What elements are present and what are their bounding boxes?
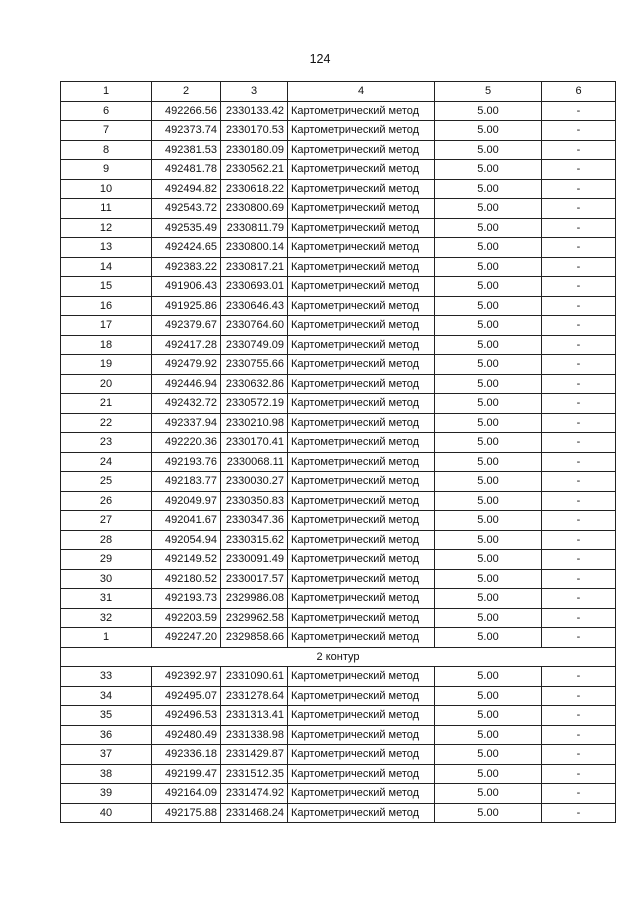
cell-point-number: 1: [61, 628, 152, 648]
cell-accuracy: 5.00: [435, 608, 542, 628]
cell-coord-x: 492266.56: [152, 101, 221, 121]
cell-method: Картометрический метод: [288, 725, 435, 745]
cell-method: Картометрический метод: [288, 628, 435, 648]
cell-method: Картометрический метод: [288, 784, 435, 804]
cell-method: Картометрический метод: [288, 374, 435, 394]
table-row: [61, 316, 616, 336]
cell-point-number: 40: [61, 803, 152, 823]
cell-note: -: [542, 569, 616, 589]
cell-coord-x: 492149.52: [152, 550, 221, 570]
table-row: [61, 140, 616, 160]
cell-coord-y: 2330764.60: [221, 316, 288, 336]
cell-note: -: [542, 433, 616, 453]
cell-coord-x: 492193.73: [152, 589, 221, 609]
cell-method: Картометрический метод: [288, 394, 435, 414]
cell-method: Картометрический метод: [288, 550, 435, 570]
cell-point-number: 28: [61, 530, 152, 550]
cell-point-number: 16: [61, 296, 152, 316]
cell-coord-y: 2330693.01: [221, 277, 288, 297]
table-row: [61, 725, 616, 745]
cell-accuracy: 5.00: [435, 121, 542, 141]
cell-coord-y: 2331313.41: [221, 706, 288, 726]
table-row: [61, 764, 616, 784]
cell-note: -: [542, 335, 616, 355]
cell-point-number: 30: [61, 569, 152, 589]
cell-coord-y: 2330180.09: [221, 140, 288, 160]
cell-note: -: [542, 374, 616, 394]
cell-point-number: 12: [61, 218, 152, 238]
cell-method: Картометрический метод: [288, 121, 435, 141]
cell-coord-x: 492543.72: [152, 199, 221, 219]
cell-coord-x: 492432.72: [152, 394, 221, 414]
table-row: [61, 374, 616, 394]
table-row: [61, 491, 616, 511]
cell-point-number: 34: [61, 686, 152, 706]
cell-coord-y: 2330811.79: [221, 218, 288, 238]
cell-accuracy: 5.00: [435, 179, 542, 199]
cell-note: -: [542, 355, 616, 375]
cell-coord-y: 2331468.24: [221, 803, 288, 823]
cell-accuracy: 5.00: [435, 472, 542, 492]
section-row: [61, 647, 616, 667]
cell-coord-y: 2329858.66: [221, 628, 288, 648]
table-row: [61, 784, 616, 804]
table-row: [61, 530, 616, 550]
table-row: [61, 608, 616, 628]
cell-note: -: [542, 121, 616, 141]
cell-accuracy: 5.00: [435, 257, 542, 277]
cell-accuracy: 5.00: [435, 140, 542, 160]
table-row: [61, 179, 616, 199]
table-row: [61, 413, 616, 433]
table-row: [61, 257, 616, 277]
cell-point-number: 36: [61, 725, 152, 745]
table-row: [61, 101, 616, 121]
cell-accuracy: 5.00: [435, 218, 542, 238]
cell-note: -: [542, 589, 616, 609]
table-row: [61, 511, 616, 531]
header-cell-1: 1: [61, 82, 152, 102]
table-row: [61, 238, 616, 258]
cell-accuracy: 5.00: [435, 511, 542, 531]
cell-method: Картометрический метод: [288, 706, 435, 726]
cell-accuracy: 5.00: [435, 686, 542, 706]
cell-note: -: [542, 784, 616, 804]
cell-method: Картометрический метод: [288, 101, 435, 121]
cell-note: -: [542, 413, 616, 433]
cell-accuracy: 5.00: [435, 355, 542, 375]
table-header-row: [61, 82, 616, 102]
header-cell-6: 6: [542, 82, 616, 102]
cell-method: Картометрический метод: [288, 667, 435, 687]
table-body: [61, 82, 616, 823]
cell-accuracy: 5.00: [435, 199, 542, 219]
table-row: [61, 277, 616, 297]
cell-accuracy: 5.00: [435, 530, 542, 550]
cell-coord-x: 492193.76: [152, 452, 221, 472]
cell-point-number: 33: [61, 667, 152, 687]
cell-method: Картометрический метод: [288, 218, 435, 238]
cell-point-number: 20: [61, 374, 152, 394]
cell-accuracy: 5.00: [435, 589, 542, 609]
cell-coord-x: 492247.20: [152, 628, 221, 648]
cell-accuracy: 5.00: [435, 569, 542, 589]
cell-method: Картометрический метод: [288, 296, 435, 316]
cell-note: -: [542, 511, 616, 531]
cell-note: -: [542, 491, 616, 511]
table-row: [61, 550, 616, 570]
cell-coord-x: 492417.28: [152, 335, 221, 355]
cell-note: -: [542, 316, 616, 336]
table-row: [61, 394, 616, 414]
table-row: [61, 803, 616, 823]
cell-point-number: 38: [61, 764, 152, 784]
cell-method: Картометрический метод: [288, 335, 435, 355]
cell-point-number: 11: [61, 199, 152, 219]
cell-coord-y: 2329962.58: [221, 608, 288, 628]
cell-method: Картометрический метод: [288, 745, 435, 765]
cell-coord-y: 2330755.66: [221, 355, 288, 375]
cell-point-number: 17: [61, 316, 152, 336]
cell-coord-y: 2330632.86: [221, 374, 288, 394]
table-row: [61, 589, 616, 609]
cell-method: Картометрический метод: [288, 491, 435, 511]
cell-point-number: 15: [61, 277, 152, 297]
cell-note: -: [542, 140, 616, 160]
cell-coord-x: 492183.77: [152, 472, 221, 492]
cell-coord-x: 492175.88: [152, 803, 221, 823]
cell-coord-y: 2330170.53: [221, 121, 288, 141]
cell-coord-x: 492049.97: [152, 491, 221, 511]
table-row: [61, 199, 616, 219]
table-row: [61, 569, 616, 589]
cell-point-number: 29: [61, 550, 152, 570]
cell-method: Картометрический метод: [288, 257, 435, 277]
table-row: [61, 355, 616, 375]
cell-point-number: 9: [61, 160, 152, 180]
cell-note: -: [542, 257, 616, 277]
section-label: 2 контур: [61, 647, 616, 667]
cell-coord-y: 2330817.21: [221, 257, 288, 277]
cell-coord-x: 492381.53: [152, 140, 221, 160]
cell-coord-y: 2330347.36: [221, 511, 288, 531]
cell-coord-y: 2331429.87: [221, 745, 288, 765]
table-row: [61, 433, 616, 453]
cell-note: -: [542, 803, 616, 823]
cell-accuracy: 5.00: [435, 628, 542, 648]
cell-coord-x: 492495.07: [152, 686, 221, 706]
cell-method: Картометрический метод: [288, 530, 435, 550]
cell-note: -: [542, 686, 616, 706]
cell-note: -: [542, 550, 616, 570]
cell-coord-y: 2330091.49: [221, 550, 288, 570]
table-row: [61, 628, 616, 648]
cell-method: Картометрический метод: [288, 277, 435, 297]
cell-accuracy: 5.00: [435, 491, 542, 511]
cell-coord-y: 2331512.35: [221, 764, 288, 784]
cell-method: Картометрический метод: [288, 355, 435, 375]
cell-coord-x: 492337.94: [152, 413, 221, 433]
cell-coord-x: 492336.18: [152, 745, 221, 765]
cell-note: -: [542, 199, 616, 219]
table-row: [61, 296, 616, 316]
cell-note: -: [542, 101, 616, 121]
cell-accuracy: 5.00: [435, 745, 542, 765]
cell-coord-y: 2330618.22: [221, 179, 288, 199]
table-row: [61, 452, 616, 472]
cell-note: -: [542, 218, 616, 238]
cell-point-number: 18: [61, 335, 152, 355]
cell-method: Картометрический метод: [288, 160, 435, 180]
cell-point-number: 37: [61, 745, 152, 765]
cell-accuracy: 5.00: [435, 160, 542, 180]
cell-point-number: 10: [61, 179, 152, 199]
cell-accuracy: 5.00: [435, 413, 542, 433]
cell-method: Картометрический метод: [288, 413, 435, 433]
cell-method: Картометрический метод: [288, 686, 435, 706]
cell-coord-x: 492379.67: [152, 316, 221, 336]
cell-method: Картометрический метод: [288, 238, 435, 258]
cell-method: Картометрический метод: [288, 140, 435, 160]
cell-point-number: 39: [61, 784, 152, 804]
cell-coord-y: 2331338.98: [221, 725, 288, 745]
cell-method: Картометрический метод: [288, 569, 435, 589]
cell-accuracy: 5.00: [435, 335, 542, 355]
cell-point-number: 32: [61, 608, 152, 628]
cell-method: Картометрический метод: [288, 179, 435, 199]
cell-coord-y: 2330646.43: [221, 296, 288, 316]
page-number: 124: [309, 52, 331, 66]
cell-note: -: [542, 706, 616, 726]
cell-note: -: [542, 296, 616, 316]
cell-accuracy: 5.00: [435, 296, 542, 316]
cell-accuracy: 5.00: [435, 316, 542, 336]
cell-coord-x: 492496.53: [152, 706, 221, 726]
cell-method: Картометрический метод: [288, 803, 435, 823]
cell-accuracy: 5.00: [435, 277, 542, 297]
cell-point-number: 24: [61, 452, 152, 472]
cell-accuracy: 5.00: [435, 706, 542, 726]
header-cell-3: 3: [221, 82, 288, 102]
cell-coord-y: 2330030.27: [221, 472, 288, 492]
cell-accuracy: 5.00: [435, 433, 542, 453]
cell-coord-y: 2330315.62: [221, 530, 288, 550]
cell-method: Картометрический метод: [288, 316, 435, 336]
cell-coord-y: 2330170.41: [221, 433, 288, 453]
cell-method: Картометрический метод: [288, 472, 435, 492]
cell-coord-y: 2330800.69: [221, 199, 288, 219]
cell-coord-x: 492180.52: [152, 569, 221, 589]
cell-accuracy: 5.00: [435, 101, 542, 121]
cell-method: Картометрический метод: [288, 452, 435, 472]
table-row: [61, 160, 616, 180]
cell-note: -: [542, 764, 616, 784]
cell-coord-x: 492481.78: [152, 160, 221, 180]
cell-note: -: [542, 238, 616, 258]
cell-note: -: [542, 277, 616, 297]
cell-coord-x: 492424.65: [152, 238, 221, 258]
cell-coord-y: 2330749.09: [221, 335, 288, 355]
cell-point-number: 6: [61, 101, 152, 121]
cell-coord-x: 491925.86: [152, 296, 221, 316]
cell-coord-x: 492203.59: [152, 608, 221, 628]
header-cell-5: 5: [435, 82, 542, 102]
cell-note: -: [542, 628, 616, 648]
cell-coord-y: 2331474.92: [221, 784, 288, 804]
cell-coord-x: 492383.22: [152, 257, 221, 277]
cell-accuracy: 5.00: [435, 803, 542, 823]
cell-note: -: [542, 530, 616, 550]
table-row: [61, 686, 616, 706]
cell-coord-x: 492494.82: [152, 179, 221, 199]
cell-coord-x: 492164.09: [152, 784, 221, 804]
cell-accuracy: 5.00: [435, 764, 542, 784]
cell-method: Картометрический метод: [288, 589, 435, 609]
cell-note: -: [542, 452, 616, 472]
cell-note: -: [542, 667, 616, 687]
cell-point-number: 7: [61, 121, 152, 141]
cell-coord-y: 2329986.08: [221, 589, 288, 609]
cell-method: Картометрический метод: [288, 764, 435, 784]
table-row: [61, 667, 616, 687]
cell-note: -: [542, 745, 616, 765]
table-row: [61, 745, 616, 765]
cell-coord-x: 492446.94: [152, 374, 221, 394]
cell-point-number: 26: [61, 491, 152, 511]
table-row: [61, 121, 616, 141]
cell-coord-y: 2330068.11: [221, 452, 288, 472]
cell-coord-y: 2330133.42: [221, 101, 288, 121]
cell-coord-x: 492392.97: [152, 667, 221, 687]
cell-note: -: [542, 160, 616, 180]
cell-accuracy: 5.00: [435, 238, 542, 258]
cell-method: Картометрический метод: [288, 199, 435, 219]
cell-point-number: 23: [61, 433, 152, 453]
cell-note: -: [542, 725, 616, 745]
table-row: [61, 218, 616, 238]
cell-point-number: 19: [61, 355, 152, 375]
cell-coord-y: 2330350.83: [221, 491, 288, 511]
table-row: [61, 472, 616, 492]
cell-accuracy: 5.00: [435, 394, 542, 414]
cell-coord-x: 492535.49: [152, 218, 221, 238]
cell-coord-y: 2331278.64: [221, 686, 288, 706]
cell-point-number: 14: [61, 257, 152, 277]
cell-coord-y: 2330572.19: [221, 394, 288, 414]
cell-note: -: [542, 472, 616, 492]
header-cell-4: 4: [288, 82, 435, 102]
cell-accuracy: 5.00: [435, 784, 542, 804]
cell-note: -: [542, 179, 616, 199]
cell-point-number: 8: [61, 140, 152, 160]
cell-point-number: 31: [61, 589, 152, 609]
cell-coord-x: 492220.36: [152, 433, 221, 453]
cell-point-number: 27: [61, 511, 152, 531]
cell-accuracy: 5.00: [435, 374, 542, 394]
cell-coord-y: 2330017.57: [221, 569, 288, 589]
cell-coord-x: 492041.67: [152, 511, 221, 531]
cell-note: -: [542, 394, 616, 414]
cell-accuracy: 5.00: [435, 550, 542, 570]
cell-coord-y: 2331090.61: [221, 667, 288, 687]
cell-point-number: 25: [61, 472, 152, 492]
cell-coord-x: 492199.47: [152, 764, 221, 784]
cell-coord-y: 2330800.14: [221, 238, 288, 258]
cell-coord-x: 492054.94: [152, 530, 221, 550]
cell-accuracy: 5.00: [435, 725, 542, 745]
cell-accuracy: 5.00: [435, 452, 542, 472]
table-row: [61, 706, 616, 726]
header-cell-2: 2: [152, 82, 221, 102]
coordinates-table: [60, 81, 616, 823]
cell-point-number: 22: [61, 413, 152, 433]
cell-method: Картометрический метод: [288, 608, 435, 628]
table-row: [61, 335, 616, 355]
cell-method: Картометрический метод: [288, 511, 435, 531]
cell-accuracy: 5.00: [435, 667, 542, 687]
cell-coord-x: 491906.43: [152, 277, 221, 297]
cell-method: Картометрический метод: [288, 433, 435, 453]
cell-point-number: 21: [61, 394, 152, 414]
cell-coord-x: 492479.92: [152, 355, 221, 375]
cell-point-number: 35: [61, 706, 152, 726]
cell-coord-x: 492373.74: [152, 121, 221, 141]
cell-point-number: 13: [61, 238, 152, 258]
cell-note: -: [542, 608, 616, 628]
cell-coord-y: 2330210.98: [221, 413, 288, 433]
cell-coord-y: 2330562.21: [221, 160, 288, 180]
cell-coord-x: 492480.49: [152, 725, 221, 745]
